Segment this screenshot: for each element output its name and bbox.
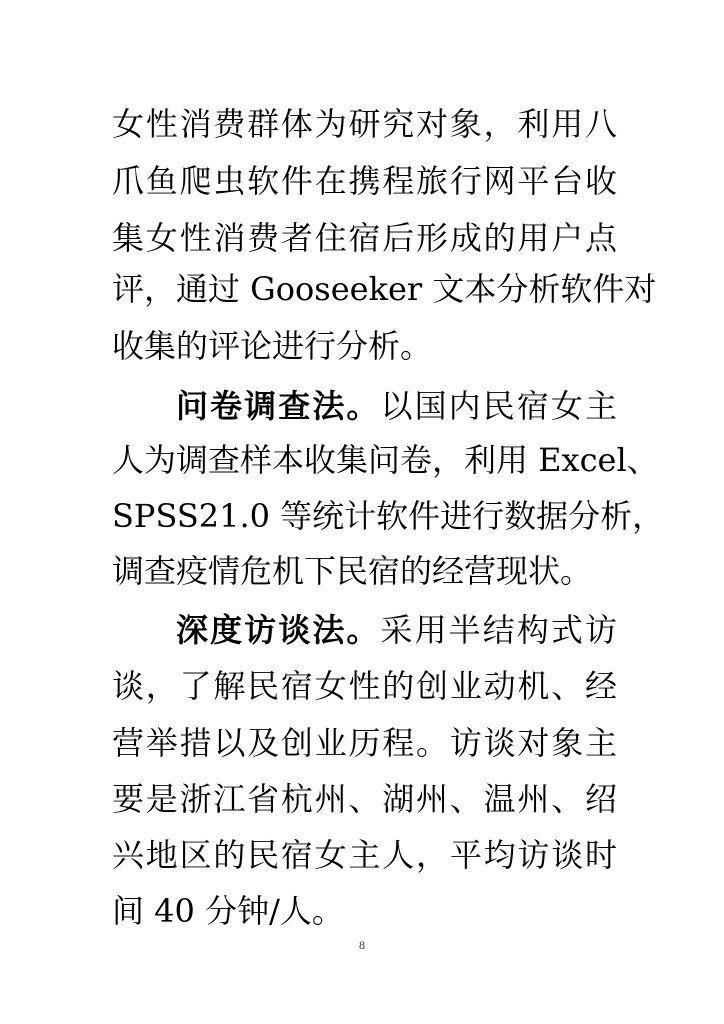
survey-method-heading: 问卷调查法。 <box>176 387 381 425</box>
paragraph-2-line-2: 人为调查样本收集问卷，利用 Excel、 <box>112 441 659 479</box>
paragraph-2-line-4: 调查疫情危机下民宿的经营现状。 <box>112 552 593 590</box>
paragraph-3-line-5: 兴地区的民宿女主人，平均访谈时 <box>112 836 617 874</box>
paragraph-3-line-6: 间 40 分钟/人。 <box>112 892 344 930</box>
paragraph-3-line-4: 要是浙江省杭州、湖州、温州、绍 <box>112 780 617 818</box>
paragraph-2-first-line-text: 以国内民宿女主 <box>380 387 617 425</box>
paragraph-1-line-1: 女性消费群体为研究对象，利用八 <box>112 105 617 143</box>
paragraph-3-first-line-text: 采用半结构式访 <box>380 611 617 649</box>
paragraph-2-line-1 <box>176 382 617 430</box>
interview-method-heading: 深度访谈法。 <box>176 611 381 649</box>
paragraph-1-line-5: 收集的评论进行分析。 <box>112 327 433 365</box>
paragraph-3-line-1 <box>176 606 617 654</box>
paragraph-1-line-3: 集女性消费者住宿后形成的用户点 <box>112 219 617 257</box>
paragraph-1-line-2: 爪鱼爬虫软件在携程旅行网平台收 <box>112 162 617 200</box>
paragraph-1-line-4: 评，通过 Gooseeker 文本分析软件对 <box>112 270 657 308</box>
paragraph-3-line-2: 谈，了解民宿女性的创业动机、经 <box>112 667 617 705</box>
paragraph-3-line-3: 营举措以及创业历程。访谈对象主 <box>112 724 617 762</box>
paragraph-2-line-3: SPSS21.0 等统计软件进行数据分析， <box>112 497 665 535</box>
page-number: 8 <box>359 938 365 952</box>
